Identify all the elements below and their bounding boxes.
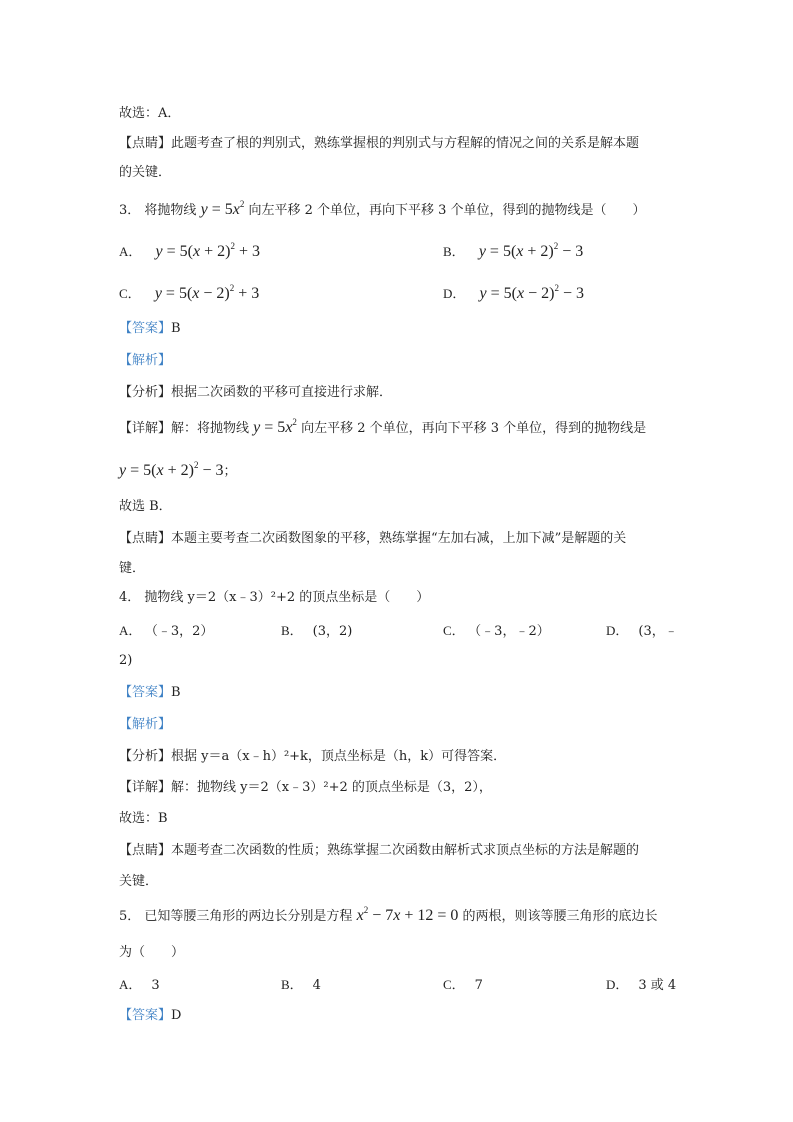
q4-number: 4． xyxy=(119,590,141,605)
comment-text: 此题考查了根的判别式，熟练掌握根的判别式与方程解的情况之间的关系是解本题 xyxy=(171,136,640,151)
q5-number: 5． xyxy=(119,909,141,924)
answer-tag: 【答案】 xyxy=(119,321,172,336)
q5-option-d xyxy=(606,976,676,995)
q3-option-b xyxy=(443,243,583,262)
q4-answer xyxy=(119,684,181,702)
q4-fenxi xyxy=(119,748,506,766)
option-label: B． xyxy=(281,977,303,992)
q3-choice: 故选 B． xyxy=(119,499,172,514)
fenxi-tag: 【分析】 xyxy=(119,749,172,764)
q4-stem xyxy=(119,589,429,607)
option-text: （﹣3，﹣2） xyxy=(474,624,550,639)
q5-stem-before: 已知等腰三角形的两边长分别是方程 xyxy=(144,909,353,924)
q4-stem-text: 抛物线 y＝2（x﹣3）²+2 的顶点坐标是（ ） xyxy=(144,590,430,605)
q4-comment-line2: 关键． xyxy=(119,874,159,889)
option-label: A． xyxy=(119,623,142,638)
answer-value: D xyxy=(171,1008,182,1023)
q3-analysis-heading xyxy=(119,352,171,370)
comment-tag: 【点睛】 xyxy=(119,531,172,546)
q5-stem-line2: 为（ ） xyxy=(119,945,185,960)
q3-stem-before: 将抛物线 xyxy=(144,203,197,218)
xiangjie-before: 解：将抛物线 xyxy=(171,421,250,436)
q3-stem-after: 向左平移 2 个单位，再向下平移 3 个单位，得到的抛物线是（ ） xyxy=(248,203,646,218)
q4-option-c xyxy=(443,622,550,641)
option-text: 4 xyxy=(312,978,321,993)
q4-option-a xyxy=(119,622,213,641)
q3-fenxi xyxy=(119,384,392,402)
option-label: D． xyxy=(443,286,466,301)
option-text: 7 xyxy=(474,978,483,993)
option-label: C． xyxy=(443,623,465,638)
q3-answer xyxy=(119,320,181,338)
fenxi-text: 根据 y＝a（x﹣h）²+k，顶点坐标是（h，k）可得答案． xyxy=(171,749,507,764)
option-label: A． xyxy=(119,977,142,992)
q5-option-a xyxy=(119,976,160,995)
q4-option-d xyxy=(606,622,678,641)
fenxi-tag: 【分析】 xyxy=(119,385,172,400)
q3-comment-line1 xyxy=(119,530,626,548)
xiangjie-tag: 【详解】 xyxy=(119,780,172,795)
q5-stem-after: 的两根，则该等腰三角形的底边长 xyxy=(462,909,658,924)
option-text: （﹣3，2） xyxy=(151,624,214,639)
option-label: D． xyxy=(606,623,629,638)
q3-number: 3． xyxy=(119,203,141,218)
fenxi-text: 根据二次函数的平移可直接进行求解． xyxy=(171,385,393,400)
q5-stem-math: $x^2 - 7x + 12 = 0$ xyxy=(356,905,459,924)
q3-xiangjie-result xyxy=(119,462,236,481)
option-label: A． xyxy=(119,244,142,259)
comment-tag: 【点睛】 xyxy=(119,136,172,151)
xiangjie-text: 解：抛物线 y＝2（x﹣3）²+2 的顶点坐标是（3，2）， xyxy=(171,780,492,795)
q5-option-c xyxy=(443,976,483,995)
analysis-tag: 【解析】 xyxy=(119,717,172,732)
option-label: B． xyxy=(281,623,303,638)
q5-answer xyxy=(119,1007,181,1025)
prev-comment-line2: 的关键． xyxy=(119,165,172,180)
option-text: 3 xyxy=(151,978,160,993)
q3-comment-line2: 键． xyxy=(119,561,146,576)
xiangjie-math: $y = 5x^2$ xyxy=(253,417,297,436)
xiangjie-after: 向左平移 2 个单位，再向下平移 3 个单位，得到的抛物线是 xyxy=(301,421,647,436)
analysis-tag: 【解析】 xyxy=(119,353,172,368)
option-label: C． xyxy=(443,977,465,992)
q4-option-b xyxy=(281,622,352,641)
q5-stem xyxy=(119,907,658,926)
answer-tag: 【答案】 xyxy=(119,685,172,700)
answer-value: B xyxy=(171,685,181,700)
option-math: $y = 5(x + 2)^2 - 3$ xyxy=(478,241,584,260)
xiangjie-result-end: ； xyxy=(223,464,237,479)
option-label: C． xyxy=(119,286,141,301)
q3-option-d xyxy=(443,285,584,304)
q4-comment-line1 xyxy=(119,842,639,860)
option-math: $y = 5(x - 2)^2 - 3$ xyxy=(479,283,584,302)
option-label: D． xyxy=(606,977,629,992)
xiangjie-tag: 【详解】 xyxy=(119,421,172,436)
option-math: $y = 5(x - 2)^2 + 3$ xyxy=(154,283,260,302)
comment-tag: 【点睛】 xyxy=(119,843,172,858)
option-text: (3，﹣ xyxy=(638,624,678,639)
answer-value: B xyxy=(171,321,181,336)
xiangjie-result-math: $y = 5(x + 2)^2 - 3$ xyxy=(119,460,224,479)
q3-option-a xyxy=(119,243,260,262)
prev-choice: 故选：A． xyxy=(119,106,181,121)
q3-stem xyxy=(119,201,646,220)
option-text: (3，2) xyxy=(312,624,353,639)
q4-analysis-heading xyxy=(119,716,171,734)
q3-xiangjie xyxy=(119,419,646,438)
q4-choice: 故选：B xyxy=(119,811,168,826)
comment-text: 本题主要考查二次函数图象的平移，熟练掌握“左加右减，上加下减”是解题的关 xyxy=(171,531,627,546)
option-text: 3 或 4 xyxy=(638,978,677,993)
q5-option-b xyxy=(281,976,321,995)
q3-option-c xyxy=(119,285,259,304)
answer-tag: 【答案】 xyxy=(119,1008,172,1023)
comment-text: 本题考查二次函数的性质；熟练掌握二次函数由解析式求顶点坐标的方法是解题的 xyxy=(171,843,640,858)
q4-option-d-wrap: 2) xyxy=(119,653,133,668)
option-label: B． xyxy=(443,244,465,259)
q4-xiangjie xyxy=(119,779,492,797)
prev-comment-line1 xyxy=(119,135,639,153)
q3-stem-math: $y = 5x^2$ xyxy=(200,199,245,218)
option-math: $y = 5(x + 2)^2 + 3$ xyxy=(155,241,260,260)
